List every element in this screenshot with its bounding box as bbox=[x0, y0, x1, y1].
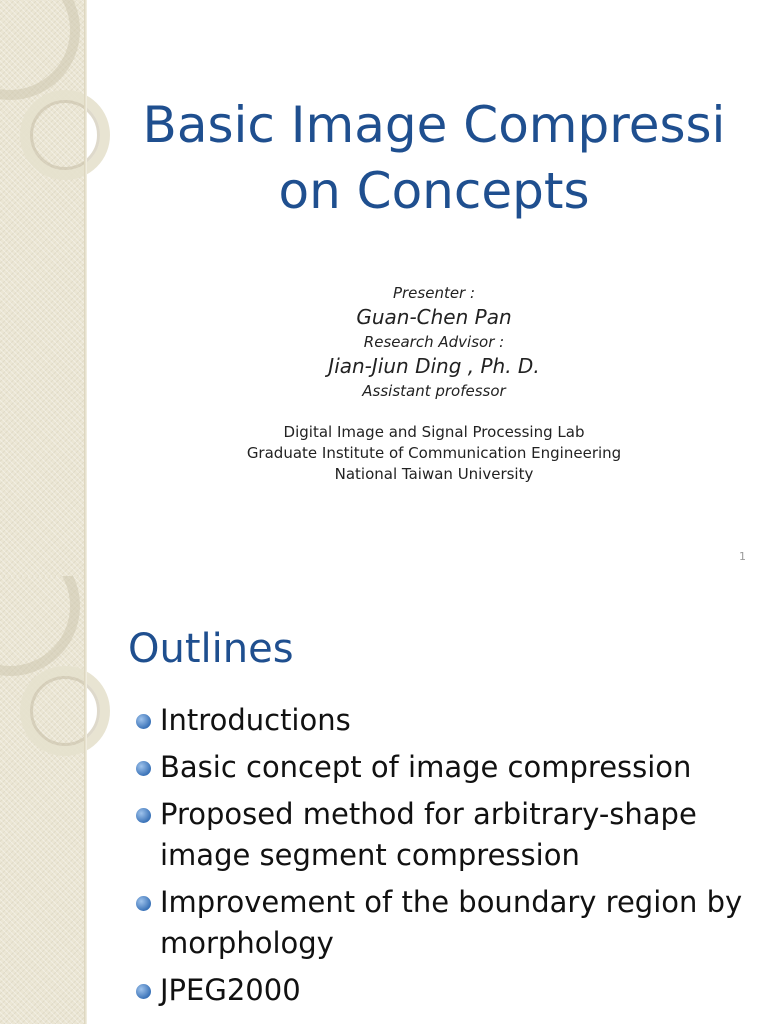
list-item bbox=[132, 794, 752, 876]
advisor-title: Assistant professor bbox=[362, 382, 506, 400]
list-item bbox=[132, 882, 752, 964]
presenter-name: Guan-Chen Pan bbox=[356, 305, 512, 329]
decorative-ring bbox=[30, 100, 100, 170]
slide-2 bbox=[0, 576, 768, 1024]
decorative-ring bbox=[0, 576, 80, 676]
title-line-1: Basic Image Compressi bbox=[142, 96, 726, 154]
decorative-ring bbox=[0, 0, 80, 100]
affiliation-lab: Digital Image and Signal Processing Lab bbox=[283, 423, 585, 441]
affiliation bbox=[100, 422, 768, 485]
bullet-icon bbox=[136, 984, 151, 999]
title-line-2: on Concepts bbox=[278, 162, 590, 220]
list-item bbox=[132, 970, 752, 1011]
page-number: 1 bbox=[739, 550, 746, 563]
outline-list bbox=[132, 700, 752, 1017]
list-item-text: Improvement of the boundary region by morphology bbox=[160, 885, 743, 960]
slide-title bbox=[100, 92, 768, 224]
decorative-sidebar bbox=[0, 0, 84, 576]
list-item-text: Proposed method for arbitrary-shape image segment compression bbox=[160, 797, 697, 872]
list-item-text: Basic concept of image compression bbox=[160, 750, 692, 784]
list-item-text: JPEG2000 bbox=[160, 973, 301, 1007]
list-item bbox=[132, 700, 752, 741]
sidebar-edge bbox=[84, 576, 87, 1024]
presenter-label: Presenter : bbox=[392, 284, 476, 302]
slide-title: Outlines bbox=[128, 626, 294, 672]
affiliation-university: National Taiwan University bbox=[334, 465, 534, 483]
bullet-icon bbox=[136, 761, 151, 776]
bullet-icon bbox=[136, 808, 151, 823]
bullet-icon bbox=[136, 896, 151, 911]
decorative-sidebar bbox=[0, 576, 84, 1024]
sidebar-edge bbox=[84, 0, 87, 576]
decorative-ring bbox=[30, 676, 100, 746]
list-item bbox=[132, 747, 752, 788]
affiliation-institute: Graduate Institute of Communication Engineering bbox=[246, 444, 622, 462]
credits bbox=[100, 282, 768, 402]
bullet-icon bbox=[136, 714, 151, 729]
list-item-text: Introductions bbox=[160, 703, 351, 737]
advisor-name: Jian-Jiun Ding , Ph. D. bbox=[328, 354, 540, 378]
advisor-label: Research Advisor : bbox=[363, 333, 505, 351]
